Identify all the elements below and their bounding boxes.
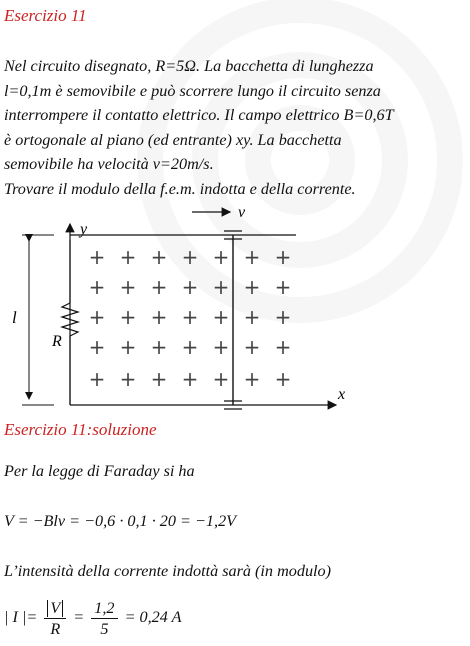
field-cross-mark: + (181, 335, 199, 359)
field-cross-mark: + (181, 367, 199, 391)
field-cross-mark: + (212, 245, 230, 269)
problem-line: Trovare il modulo della f.e.m. indotta e della corrente. (4, 179, 356, 198)
fraction-values (91, 598, 117, 639)
fraction-denominator: R (50, 620, 61, 638)
fraction-denominator: 5 (100, 620, 109, 638)
problem-line: semovibile ha velocità v=20m/s. (4, 155, 214, 173)
field-cross-mark: + (243, 335, 261, 359)
circuit-diagram (0, 204, 470, 418)
problem-line: Nel circuito disegnato, R=5Ω. La bacchetta di lunghezza (4, 57, 374, 75)
field-cross-mark: + (181, 245, 199, 269)
emf-equation: V = −Blv = −0,6 · 0,1 · 20 = −1,2V (4, 512, 237, 530)
exercise-title: Esercizio 11 (4, 6, 87, 25)
fraction-v-over-r (44, 598, 66, 639)
field-cross-mark: + (150, 275, 168, 299)
field-cross-mark: + (150, 367, 168, 391)
y-axis-label: y (80, 221, 88, 238)
field-cross-mark: + (212, 367, 230, 391)
field-cross-mark: + (212, 275, 230, 299)
field-cross-mark: + (150, 245, 168, 269)
fraction-numerator: V (47, 600, 63, 617)
problem-line: interrompere il contatto elettrico. Il campo elettrico B=0,6T (4, 106, 394, 124)
field-cross-mark: + (88, 245, 106, 269)
field-cross-mark: + (212, 335, 230, 359)
field-cross-mark: + (274, 367, 292, 391)
field-cross-mark: + (243, 305, 261, 329)
current-result: = 0,24 A (124, 608, 182, 627)
field-cross-mark: + (181, 305, 199, 329)
field-cross-mark: + (119, 245, 137, 269)
field-cross-mark: + (243, 275, 261, 299)
field-cross-mark: + (274, 305, 292, 329)
field-cross-mark: + (88, 275, 106, 299)
field-cross-mark: + (88, 305, 106, 329)
x-axis-label: x (338, 386, 346, 403)
field-cross-mark: + (150, 305, 168, 329)
current-lhs: | I |= (4, 608, 38, 627)
field-cross-mark: + (212, 305, 230, 329)
field-cross-mark: + (119, 305, 137, 329)
field-cross-mark: + (243, 245, 261, 269)
field-cross-mark: + (88, 367, 106, 391)
problem-line: l=0,1m è semovibile e può scorrere lungo il circuito senza (4, 81, 381, 100)
field-cross-mark: + (243, 367, 261, 391)
field-cross-mark: + (181, 275, 199, 299)
resistor-label: R (52, 333, 62, 350)
magnetic-field-grid (89, 245, 292, 391)
faraday-text: Per la legge di Faraday si ha (4, 462, 195, 480)
length-label: l (12, 308, 17, 327)
current-equation: | I |= $\frac{V}{R}$ = $\frac{1,2}{5}$ = 0,24 A (4, 599, 182, 638)
field-cross-mark: + (119, 335, 137, 359)
field-cross-mark: + (274, 275, 292, 299)
field-cross-mark: + (119, 275, 137, 299)
problem-line: è ortogonale al piano (ed entrante) xy. La bacchetta (4, 130, 342, 149)
problem-statement (4, 54, 466, 201)
field-cross-mark: + (88, 335, 106, 359)
field-cross-mark: + (150, 335, 168, 359)
current-text: L’intensità della corrente indottà sarà (in modulo) (4, 562, 332, 580)
solution-title: Esercizio 11:soluzione (4, 420, 157, 439)
field-cross-mark: + (274, 335, 292, 359)
velocity-label: v (238, 204, 246, 221)
fraction-numerator: 1,2 (91, 598, 117, 619)
field-cross-mark: + (119, 367, 137, 391)
field-cross-mark: + (274, 245, 292, 269)
